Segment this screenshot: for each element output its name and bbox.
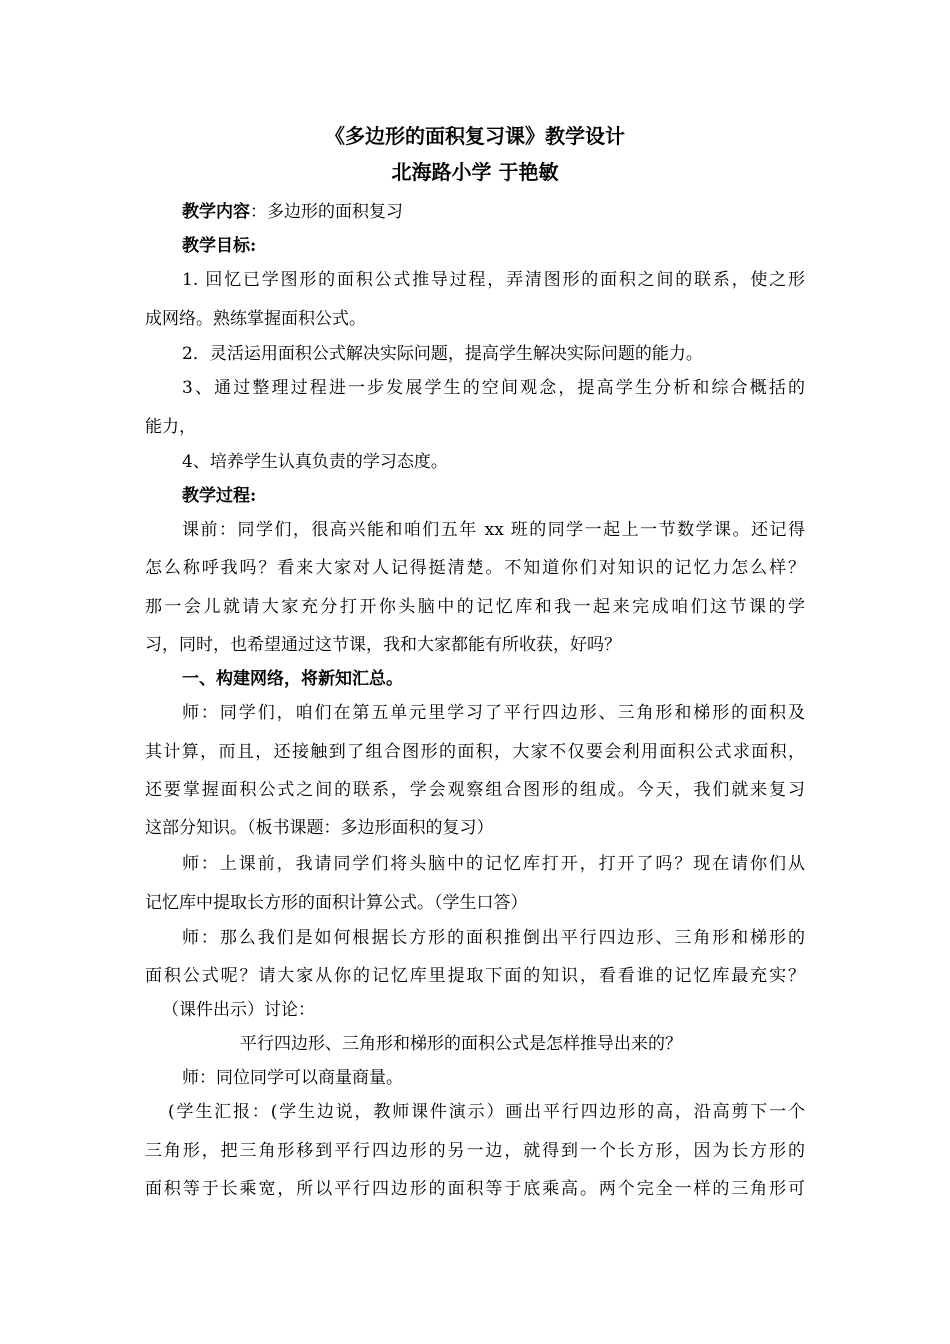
teaching-content-label: 教学内容 bbox=[182, 202, 250, 222]
goal-3-line-2: 能力， bbox=[145, 417, 196, 437]
pre-class-line-3: 那一会儿就请大家充分打开你头脑中的记忆库和我一起来完成咱们这节课的学 bbox=[145, 597, 805, 617]
goal-3-line-1: 3、通过整理过程进一步发展学生的空间观念，提高学生分析和综合概括的 bbox=[182, 378, 805, 398]
goals-heading: 教学目标: bbox=[182, 236, 257, 256]
pre-class-line-1: 课前：同学们，很高兴能和咱们五年 xx 班的同学一起上一节数学课。还记得 bbox=[182, 520, 805, 540]
teacher-2-line-1: 师：上课前，我请同学们将头脑中的记忆库打开，打开了吗？现在请你们从 bbox=[182, 854, 805, 874]
teaching-content-value: 多边形的面积复习 bbox=[267, 202, 403, 222]
report-line-3: 面积等于长乘宽，所以平行四边形的面积等于底乘高。两个完全一样的三角形可 bbox=[145, 1179, 805, 1199]
document-author: 北海路小学 于艳敏 bbox=[391, 160, 559, 184]
teacher-1-line-4: 这部分知识。（板书课题：多边形面积的复习） bbox=[145, 818, 494, 838]
teacher-4: 师：同位同学可以商量商量。 bbox=[182, 1068, 403, 1088]
teacher-1-line-3: 还要掌握面积公式之间的联系，学会观察组合图形的组成。今天，我们就来复习 bbox=[145, 780, 805, 800]
goal-1-line-1: 1. 回忆已学图形的面积公式推导过程，弄清图形的面积之间的联系，使之形 bbox=[182, 270, 805, 290]
teacher-1-line-1: 师：同学们，咱们在第五单元里学习了平行四边形、三角形和梯形的面积及 bbox=[182, 703, 805, 723]
teacher-2-line-2: 记忆库中提取长方形的面积计算公式。（学生口答） bbox=[145, 893, 528, 913]
teaching-content-line bbox=[182, 200, 805, 224]
pre-class-line-2: 怎么称呼我吗？看来大家对人记得挺清楚。不知道你们对知识的记忆力怎么样？ bbox=[145, 558, 805, 578]
section-1-heading: 一、构建网络，将新知汇总。 bbox=[182, 669, 403, 689]
discussion-question: 平行四边形、三角形和梯形的面积公式是怎样推导出来的？ bbox=[240, 1034, 682, 1054]
teacher-3-line-2: 面积公式呢？请大家从你的记忆库里提取下面的知识，看看谁的记忆库最充实？ bbox=[145, 966, 805, 986]
process-heading: 教学过程: bbox=[182, 486, 257, 506]
goal-1-line-2: 成网络。熟练掌握面积公式。 bbox=[145, 309, 366, 329]
courseware-note: （课件出示）讨论： bbox=[162, 1000, 315, 1020]
teacher-3-line-1: 师：那么我们是如何根据长方形的面积推倒出平行四边形、三角形和梯形的 bbox=[182, 928, 805, 948]
goal-4: 4、培养学生认真负责的学习态度。 bbox=[182, 452, 448, 472]
teaching-content-separator: ： bbox=[250, 202, 267, 222]
goal-2: 2．灵活运用面积公式解决实际问题，提高学生解决实际问题的能力。 bbox=[182, 344, 703, 364]
pre-class-line-4: 习，同时，也希望通过这节课，我和大家都能有所收获，好吗？ bbox=[145, 635, 621, 655]
teacher-1-line-2: 其计算，而且，还接触到了组合图形的面积，大家不仅要会利用面积公式求面积， bbox=[145, 742, 805, 762]
report-line-1: (学生汇报：(学生边说，教师课件演示）画出平行四边形的高，沿高剪下一个 bbox=[168, 1102, 805, 1122]
report-line-2: 三角形，把三角形移到平行四边形的另一边，就得到一个长方形，因为长方形的 bbox=[145, 1141, 805, 1161]
document-title: 《多边形的面积复习课》教学设计 bbox=[325, 124, 625, 148]
